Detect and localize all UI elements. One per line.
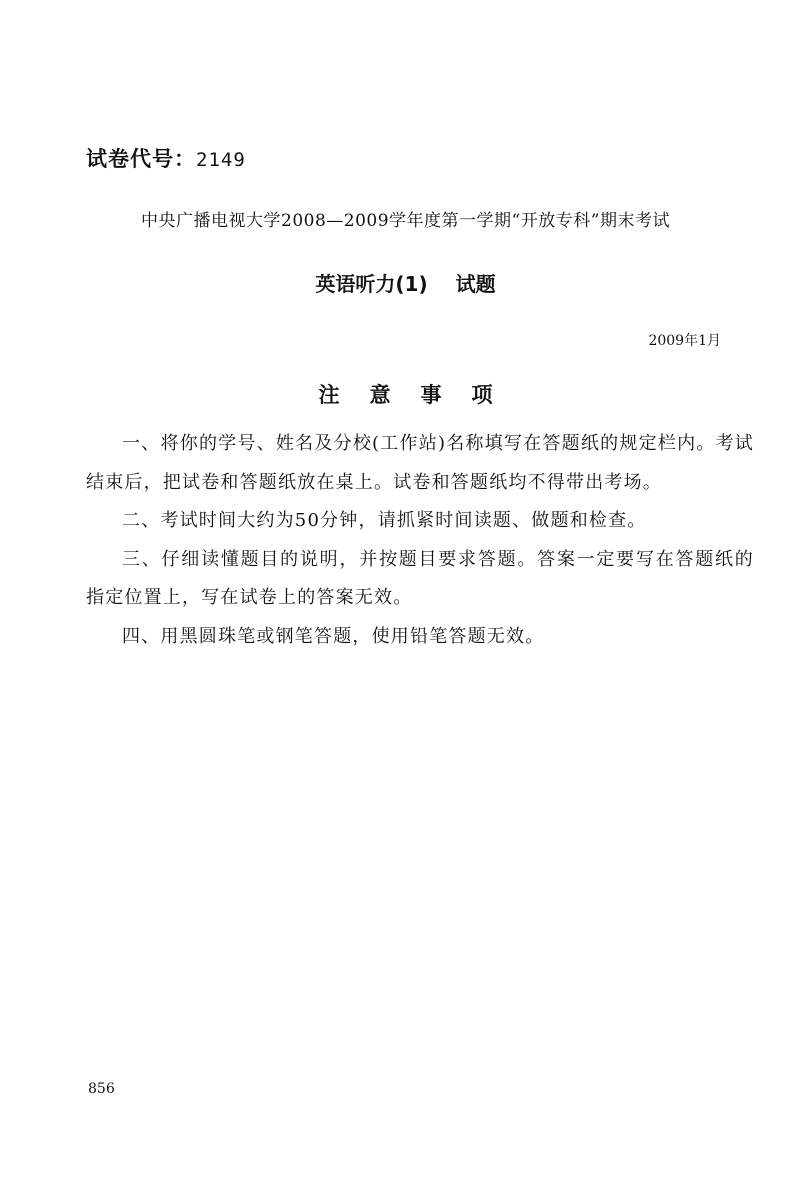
page-number: 856 (88, 1081, 115, 1097)
notice-item-4: 四、用黑圆珠笔或钢笔答题，使用铅笔答题无效。 (122, 625, 545, 647)
notice-item-3: 三、仔细读懂题目的说明，并按题目要求答题。答案一定要写在答题纸的指定位置上，写在试卷上的答案无效。 (86, 548, 754, 608)
exam-title (0, 268, 811, 297)
exam-date: 2009年1月 (648, 333, 721, 349)
notice-item-1: 一、将你的学号、姓名及分校(工作站)名称填写在答题纸的规定栏内。考试结束后，把试卷和答题纸放在桌上。试卷和答题纸均不得带出考场。 (86, 433, 754, 493)
paper-code-value: 2149 (196, 149, 246, 171)
paper-code (86, 143, 246, 173)
exam-subject: 英语听力(1) (315, 272, 428, 296)
notice-list (86, 425, 754, 656)
paper-code-label: 试卷代号： (86, 147, 196, 171)
notice-heading: 注意事项 (318, 383, 523, 407)
exam-header: 中央广播电视大学2008—2009学年度第一学期“开放专科”期末考试 (141, 211, 670, 231)
exam-title-suffix: 试题 (455, 272, 496, 296)
notice-item-2: 二、考试时间大约为50分钟，请抓紧时间读题、做题和检查。 (122, 510, 647, 531)
